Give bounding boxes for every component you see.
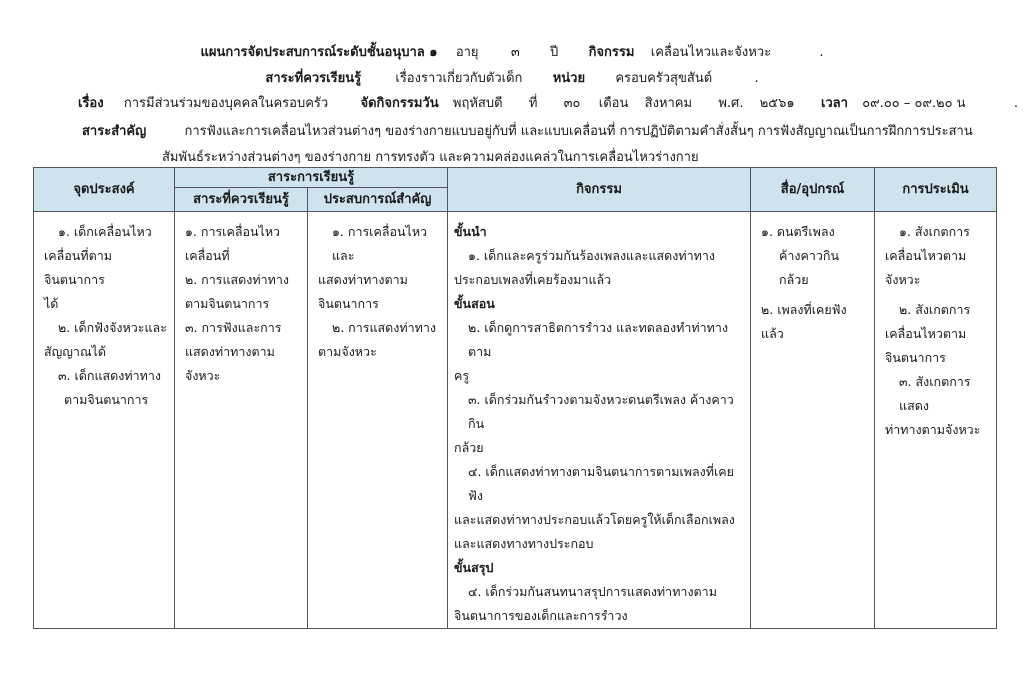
time-label: เวลา (820, 96, 848, 111)
objective-1: ๑. เด็กเคลื่อนไหว (58, 224, 152, 239)
header-media: สื่อ/อุปกรณ์ (751, 168, 875, 212)
objective-3: ๓. เด็กแสดงท่าทาง (58, 368, 161, 383)
unit-label: หน่วย (552, 71, 586, 86)
experience-1-cont: จินตนาการ (318, 296, 379, 311)
header-objectives: จุดประสงค์ (34, 168, 175, 212)
experience-cell (308, 212, 448, 629)
header-content: สาระที่ควรเรียนรู้ (175, 188, 308, 212)
essence-text-2: สัมพันธ์ระหว่างส่วนต่างๆ ของร่างกาย การทรงตัว และความคล่องแคล่วในการเคลื่อนไหวร่างกาย (162, 150, 699, 165)
activity-2-cont: ครู (454, 368, 470, 383)
activities-cell (448, 212, 751, 629)
activity-label: กิจกรรม (588, 45, 635, 60)
evaluation-2-cont: จินตนาการ (885, 350, 946, 365)
activity-4-cont: และแสดงทางทางประกอบ (454, 536, 594, 551)
evaluation-3-cont: ท่าทางตามจังหวะ (885, 422, 981, 437)
age-label: อายุ (455, 45, 479, 60)
date-label: ที่ (528, 96, 538, 111)
evaluation-2: ๒. สังเกตการ (899, 302, 971, 317)
experience-2: ๒. การแสดงท่าทาง (332, 320, 437, 335)
line-end-dot: . (1013, 96, 1018, 111)
stage-summary-label: ขั้นสรุป (454, 560, 494, 575)
content-3-cont: จังหวะ (185, 368, 221, 383)
line-end-dot: . (819, 45, 824, 60)
unit-value: ครอบครัวสุขสันต์ (615, 71, 713, 86)
objective-1-cont: เคลื่อนที่ตามจินตนาการ (44, 248, 112, 287)
objective-2-cont: สัญญาณได้ (44, 344, 106, 359)
activity-1-cont: ประกอบเพลงที่เคยร้องมาแล้ว (454, 272, 612, 287)
plan-table (33, 167, 997, 629)
age-unit: ปี (550, 45, 559, 60)
age-value: ๓ (510, 45, 520, 60)
media-cell (751, 212, 875, 629)
content-label: สาระที่ควรเรียนรู้ (265, 71, 362, 86)
month-label: เดือน (598, 96, 629, 111)
objectives-cell (34, 212, 175, 629)
content-3: ๓. การฟังและการ (185, 320, 282, 335)
objective-3-cont: ตามจินตนาการ (64, 392, 149, 407)
essence-label: สาระสำคัญ (82, 124, 147, 139)
header-activities: กิจกรรม (448, 168, 751, 212)
activity-value: เคลื่อนไหวและจังหวะ (650, 45, 772, 60)
header-line-1 (0, 41, 1024, 62)
topic-label: เรื่อง (78, 96, 104, 111)
date-value: ๓๐ (563, 96, 581, 111)
header-learning: สาระการเรียนรู้ (175, 168, 448, 188)
evaluation-3: ๓. สังเกตการแสดง (899, 374, 971, 413)
day-label: จัดกิจกรรมวัน (360, 96, 439, 111)
activity-3-cont: กล้วย (454, 440, 484, 455)
header-experience: ประสบการณ์สำคัญ (308, 188, 448, 212)
header-evaluation: การประเมิน (875, 168, 997, 212)
stage-teach-label: ขั้นสอน (454, 296, 495, 311)
essence-text-1: การฟังและการเคลื่อนไหวส่วนต่างๆ ของร่างกายแบบอยู่กับที่ และแบบเคลื่อนที่ การปฏิบัติตามคำสั่งสั้นๆ การฟังสัญญาณเป็นการฝึกการประสาน (184, 124, 973, 139)
media-1: ๑. ดนตรีเพลง (761, 224, 835, 239)
experience-1: ๑. การเคลื่อนไหวและ (332, 224, 428, 263)
activity-5-cont: จินตนาการของเด็กและการรำวง (454, 608, 628, 623)
activity-4-cont: และแสดงท่าทางประกอบแล้วโดยครูให้เด็กเลือกเพลง (454, 512, 735, 527)
month-value: สิงหาคม (644, 96, 693, 111)
plan-title: แผนการจัดประสบการณ์ระดับชั้นอนุบาล ๑ (200, 45, 438, 60)
stage-intro-label: ขั้นนำ (454, 224, 487, 239)
line-end-dot: . (754, 71, 759, 86)
evaluation-1-cont: เคลื่อนไหวตามจังหวะ (885, 248, 967, 287)
essence-line-1 (82, 120, 973, 141)
objective-1-cont: ได้ (44, 296, 59, 311)
essence-line-2 (162, 146, 699, 167)
evaluation-1: ๑. สังเกตการ (899, 224, 970, 239)
activity-4: ๔. เด็กแสดงท่าทางตามจินตนาการตามเพลงที่เคยฟัง (468, 464, 734, 503)
day-value: พฤหัสบดี (452, 96, 503, 111)
experience-1-cont: แสดงท่าทางตาม (318, 272, 408, 287)
content-cell (175, 212, 308, 629)
year-label: พ.ศ. (718, 96, 744, 111)
evaluation-2-cont: เคลื่อนไหวตาม (885, 326, 967, 341)
activity-3: ๓. เด็กร่วมกันรำวงตามจังหวะดนตรีเพลง ค้างคาวกิน (468, 392, 734, 431)
content-3-cont: แสดงท่าทางตาม (185, 344, 275, 359)
activity-1: ๑. เด็กและครูร่วมกันร้องเพลงและแสดงท่าทาง (468, 248, 716, 263)
experience-2-cont: ตามจังหวะ (318, 344, 377, 359)
content-2-cont: ตามจินตนาการ (185, 296, 270, 311)
media-2: ๒. เพลงที่เคยฟังแล้ว (761, 302, 847, 341)
content-2: ๒. การแสดงท่าทาง (185, 272, 290, 287)
year-value: ๒๕๖๑ (759, 96, 795, 111)
activity-2: ๒. เด็กดูการสาธิตการรำวง และทดลองทำท่าทางตาม (468, 320, 729, 359)
time-value: ๐๙.๐๐ – ๐๙.๒๐ น (862, 96, 966, 111)
media-1-cont: ค้างคาวกินกล้วย (779, 248, 840, 287)
objective-2: ๒. เด็กฟังจังหวะและ (58, 320, 167, 335)
content-1-cont: เคลื่อนที่ (185, 248, 230, 263)
header-line-3 (78, 92, 1018, 113)
content-1: ๑. การเคลื่อนไหว (185, 224, 281, 239)
topic-value: การมีส่วนร่วมของบุคคลในครอบครัว (123, 96, 329, 111)
content-value: เรื่องราวเกี่ยวกับตัวเด็ก (395, 71, 523, 86)
header-line-2 (0, 67, 1024, 88)
activity-5: ๔. เด็กร่วมกันสนทนาสรุปการแสดงท่าทางตาม (468, 584, 717, 599)
evaluation-cell (875, 212, 997, 629)
